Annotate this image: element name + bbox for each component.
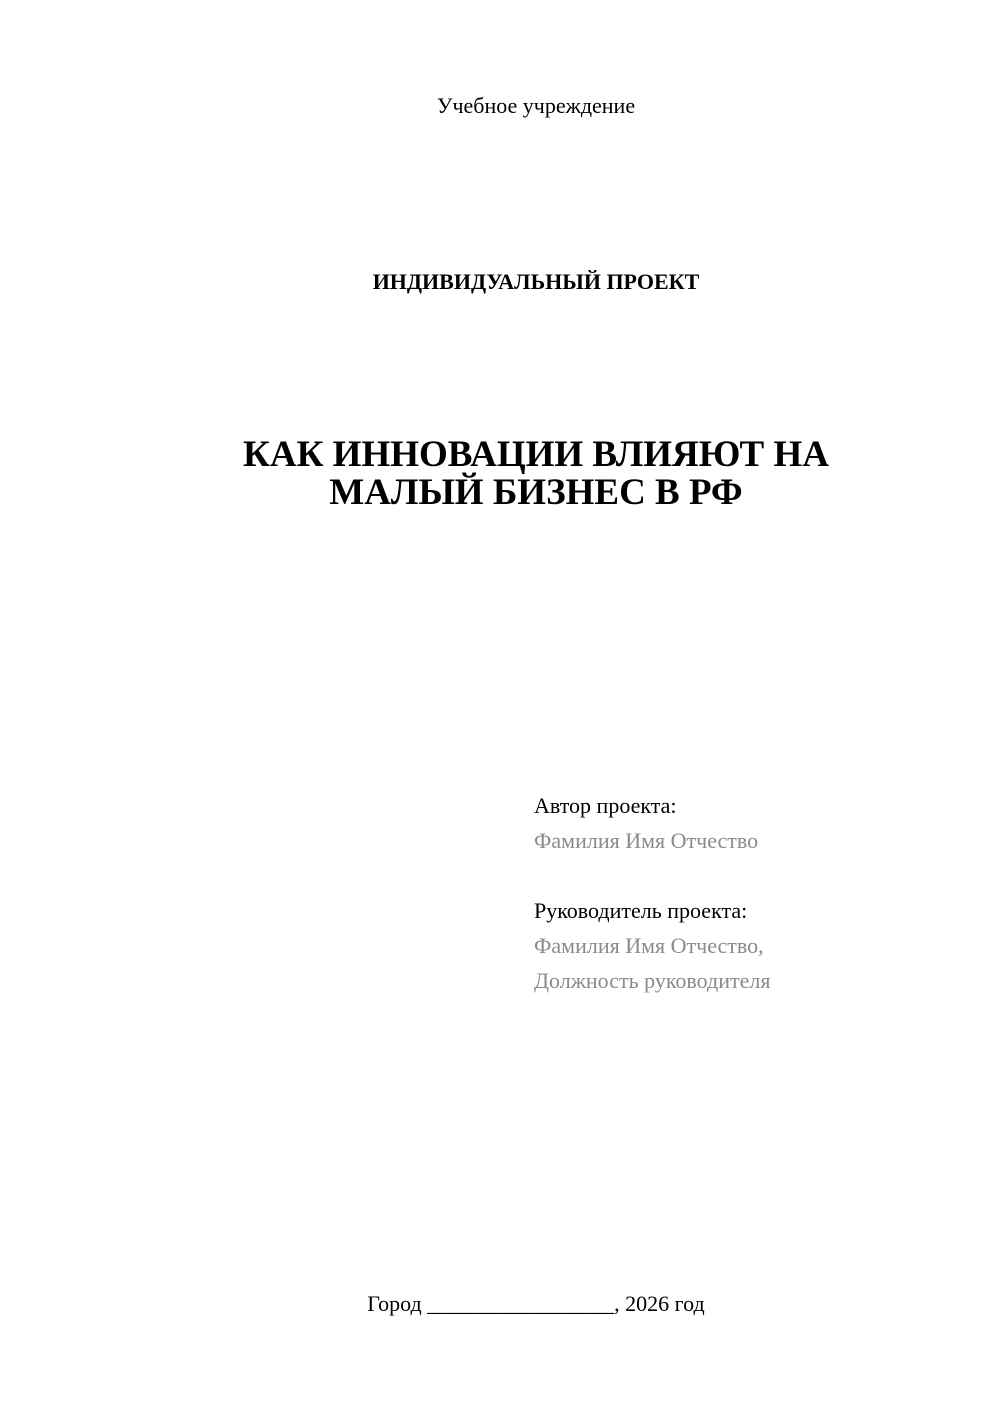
supervisor-position-placeholder: Должность руководителя bbox=[534, 968, 771, 993]
project-type-heading: ИНДИВИДУАЛЬНЫЙ ПРОЕКТ bbox=[372, 269, 700, 294]
supervisor-name-placeholder: Фамилия Имя Отчество, bbox=[534, 933, 764, 958]
project-title bbox=[0, 436, 1000, 512]
project-title-line-1: КАК ИННОВАЦИИ ВЛИЯЮТ НА bbox=[243, 434, 829, 475]
supervisor-label: Руководитель проекта: bbox=[534, 898, 748, 923]
institution-name: Учебное учреждение bbox=[436, 93, 636, 118]
author-name-placeholder: Фамилия Имя Отчество bbox=[534, 828, 759, 853]
project-info-block bbox=[534, 788, 974, 998]
info-spacer bbox=[534, 858, 974, 893]
project-title-line-2: МАЛЫЙ БИЗНЕС В РФ bbox=[329, 472, 743, 513]
author-label: Автор проекта: bbox=[534, 793, 677, 818]
city-year-line: Город _________________, 2026 год bbox=[367, 1291, 705, 1316]
